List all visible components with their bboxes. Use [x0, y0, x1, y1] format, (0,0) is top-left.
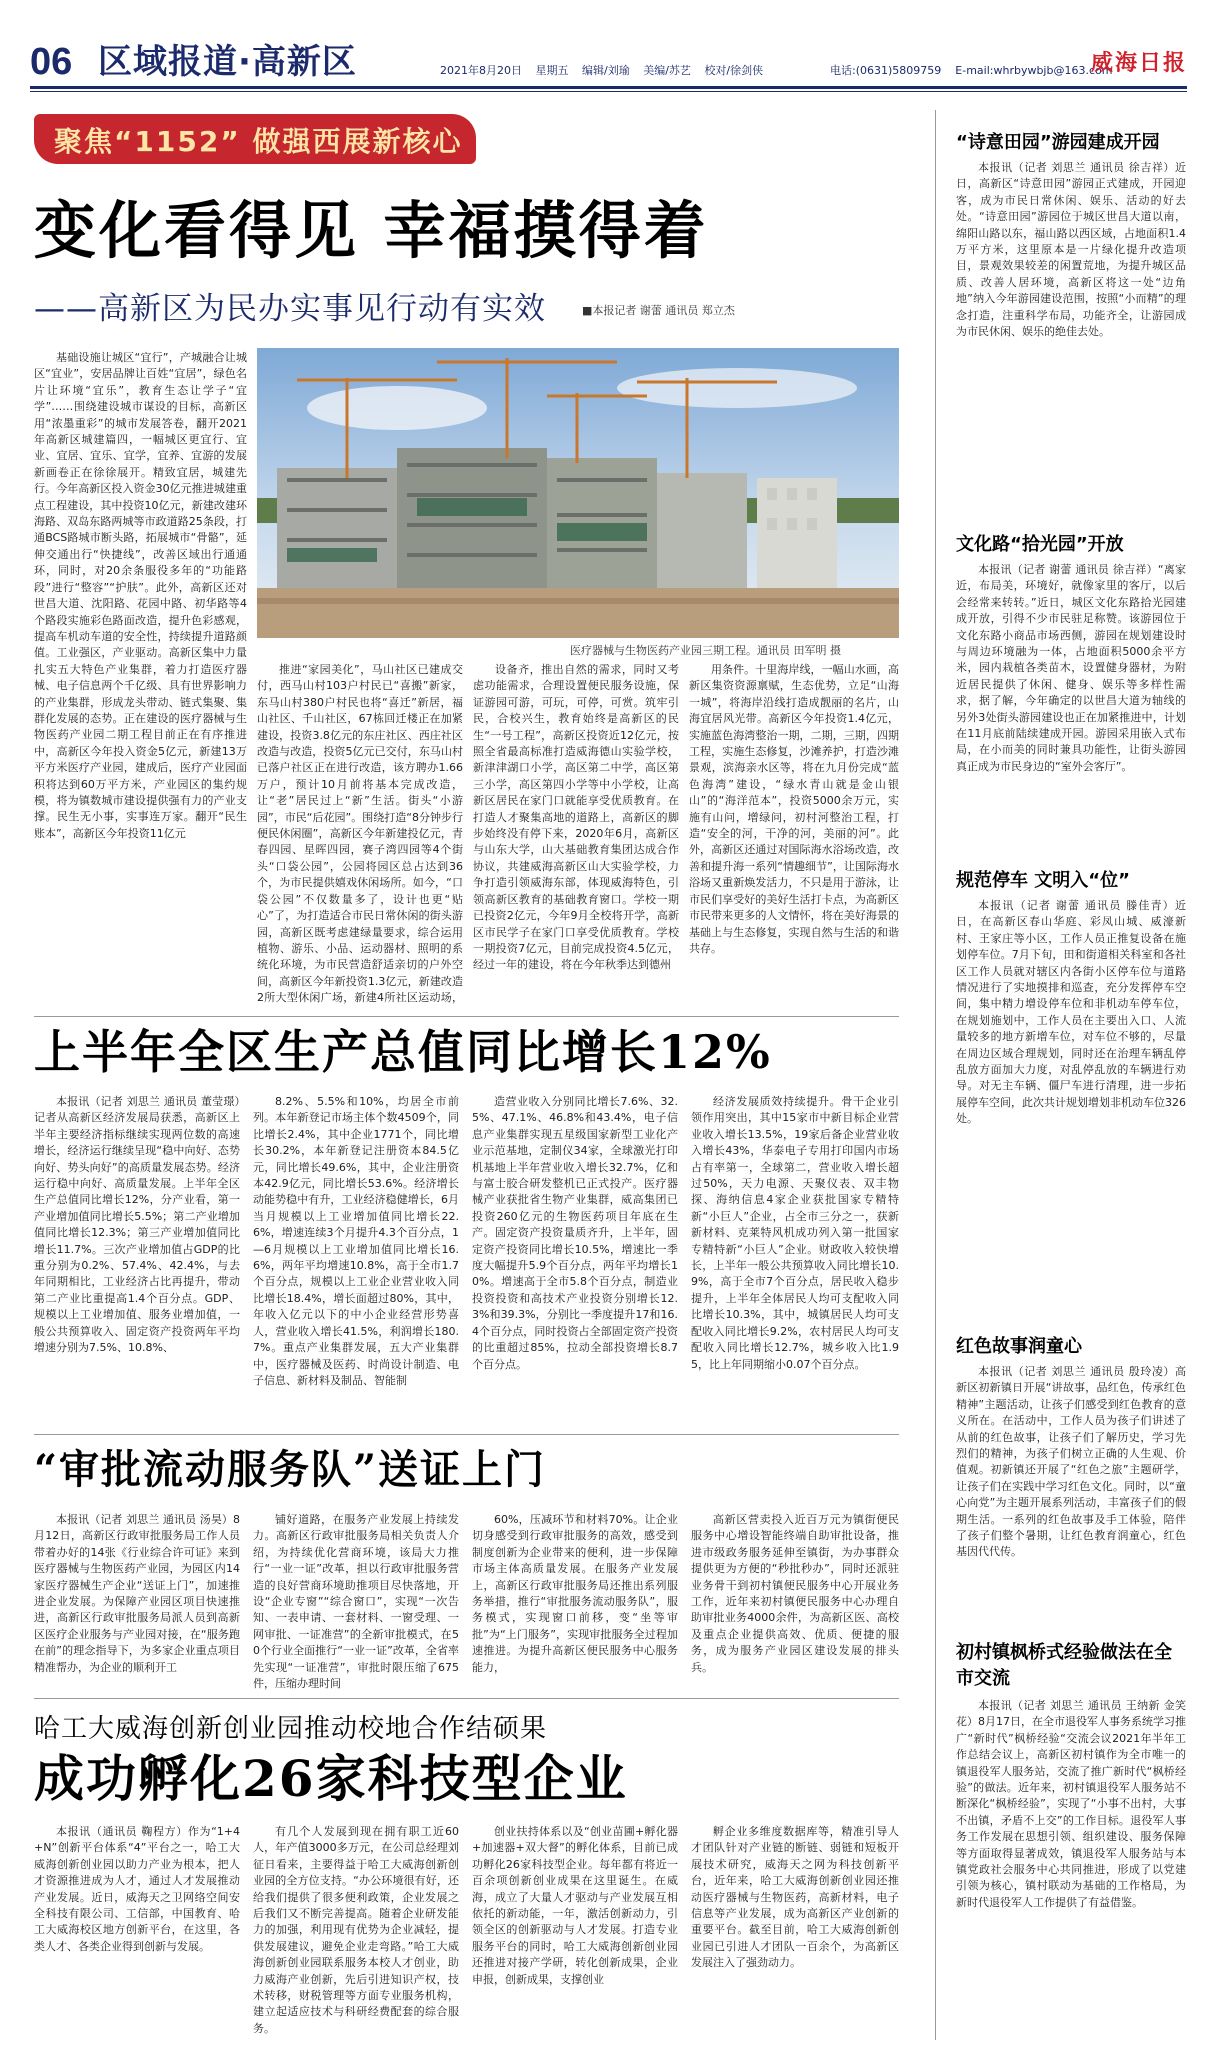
right-text-1: 本报讯（记者 刘思兰 通讯员 徐吉祥）近日，高新区“诗意田园”游园正式建成，开园迎客，成为市民日常休闲、娱乐、活动的好去处。“诗意田园”游园位于城区世昌大道以南，绵阳山路以东，福山路以西区域，占地面积1.4万平方米，这里原本是一片绿化提升改造项目，景观效果较差的闲置荒地，为提升城区品质、改善人居环境，高新区将这一处“边角地”纳入今年游园建设范围，按照“小而精”的理念打造，注重科学布局，功能齐全，让游园成为市民休闲、娱乐的绝佳去处。 [956, 161, 1186, 339]
approval-headline: “审批流动服务队”送证上门 [34, 1446, 547, 1493]
right-headline-5: 初村镇枫桥式经验做法在全市交流 [956, 1642, 1172, 1689]
masthead-rule [30, 86, 1187, 89]
right-headline-2: 文化路“拾光园”开放 [956, 534, 1124, 555]
photo-caption: 医疗器械与生物医药产业园三期工程。通讯员 田军明 摄 [570, 644, 841, 657]
lead-column-3: 设备齐，推出自然的需求，同时又考虑功能需求，合理设置便民服务设施，保证游园可游，可玩，可停，可赏。筑牢引民，合校兴生，教育始终是高新区的民生“一号工程”，高新区投资近12亿元，按照全省最高标准打造威海德山实验学校，新津津湖口小学，高区第二中学，高区第三小学，高区第四小学等中小学校，让高新区居民在家门口就能享受优质教育。在打造人才聚集高地的道路上，高新区的脚步始终没有停下来，2020年6月，高新区与山东大学，山大基础教育集团达成合作协议，共建威海高新区山大实验学校，力争打造引领威海东部，体现威海特色，引领高新区教育的基础教育窗口。学校一期已投资2亿元，今年9月全校将开学，高新区市民学子在家门口享受优质教育。学校一期投资7亿元，目前完成投资4.5亿元，经过一年的建设，将在今年秋季达到德州 [473, 663, 679, 972]
section-divider [34, 1698, 899, 1699]
masthead-rule-thin [30, 91, 1187, 92]
lead-headline: 变化看得见 幸福摸得着 [34, 194, 709, 267]
newspaper-logo: 威海日报 [1090, 50, 1187, 76]
incubator-headline: 成功孵化26家科技型企业 [34, 1749, 628, 1808]
topic-banner [34, 114, 476, 164]
gdp-column-1: 本报讯（记者 刘思兰 通讯员 董莹璟）记者从高新区经济发展局获悉，高新区上半年主要经济指标继续实现两位数的高速增长，经济运行继续呈现“稳中向好、态势向好、势头向好”的高质量发展态势。经济运行稳中向好、高质量发展。上半年全区生产总值同比增长12%，分产业看，第一产业增加值同比增长5.5%；第二产业增加值同比增长12.3%；第三产业增加值同比增长11.7%。三次产业增加值占GDP的比重分别为0.2%、57.4%、42.4%，与去年同期相比，工业经济占比再提升，带动第二产业比重提高1.4个百分点。GDP、规模以上工业增加值、服务业增加值，一般公共预算收入、固定资产投资两年平均增速分别为7.5%、10.8%、 [34, 1095, 240, 1355]
gdp-column-4: 经济发展质效持续提升。骨干企业引领作用突出，其中15家市中新目标企业营业收入增长13.5%，19家后备企业营业收入增长43%，华泰电子专用打印国内市场占有率第一，全球第二，营业收入增长超过50%，天力电源、天聚仪表、双丰物探、海纳信息4家企业获批国家专精特新“小巨人”企业，占全市三分之一，获新新材料、克莱特风机成功列入第一批国家专精特新“小巨人”企业。财政收入较快增长，上半年一般公共预算收入同比增长10.9%，高于全市7个百分点，居民收入稳步提升，上半年全体居民人均可支配收入同比增长10.3%，其中，城镇居民人均可支配收入同比增长9.2%，农村居民人均可支配收入同比增长12.7%，城乡收入比1.95，比上年同期缩小0.07个百分点。 [691, 1095, 899, 1371]
right-headline-1: “诗意田园”游园建成开园 [956, 132, 1160, 153]
section-title: 区域报道·高新区 [98, 42, 357, 82]
right-text-3: 本报讯（记者 谢蕾 通讯员 滕佳青）近日，在高新区春山华庭、彩凤山城、威濠新村、王家庄等小区，工作人员正推复设备在施划停车位。7月下旬，田和街道相关科室和各社区工作人员就对辖区内各街小区停车位与道路情况进行了实地摸排和巡查，充分发挥停车空间，集中精力增设停车位和非机动车停车位，在规划施划中，工作人员在主要出入口、人流量较多的地方新增车位，对车位不够的，尽量在周边区域合理规划，同时还在治理车辆乱停乱放方面加大力度，对乱停乱放的车辆进行劝导。对无主车辆、僵尸车进行清理，进一步拓展停车空间，此次共计规划增划非机动车位326处。 [956, 899, 1186, 1126]
lead-column-2: 推进“家园美化”，马山社区已建成交付，西马山村103户村民已“喜搬”新家，东马山村380户村民也将“喜迁”新居，福山社区、千山社区，67栋回迁楼正在加紧建设，投资3.8亿元的东庄社区、西庄社区改造与改造，投资5亿元已交付，东马山村已落户社区正在进行改造，该方聘办1.66万户，预计10月前将基本完成改造，让“老”居民过上“新”生活。街头“小游园”，市民“后花园”。围绕打造“8分钟步行便民休闲圈”，高新区今年新建投亿元，青春四园、星晖四园，赛子湾四园等4个街头“口袋公园”，公园将园区总占达到36个，为市民提供嬉戏休闲场所。如今，“口袋公园”不仅数量多了，设计也更“贴心”了，为打造适合市民日常休闲的街头游园，高新区既考虑建绿量要求，综合运用植物、游乐、小品、运动器材、照明的系统化环境，为市民营造舒适亲切的户外空间，高新区今年新投资1.3亿元，新建改造2所大型休闲广场，新建4所社区运动场， [257, 663, 463, 1004]
incubator-column-2: 有几个人发展到现在拥有职工近60人，年产值3000多万元，在公司总经理刘征日看来，主要得益于哈工大威海创新创业园的全方位支持。“办公环境很有好，还给我们提供了很多便利政策，企业发展之后我们又不断完善提高。随着企业研发能力的加强，利用现有优势为企业减轻，提供发展建议，避免企业走弯路。”哈工大威海创新创业园联系服务本校人才创业，助力威海产业创新，先后引进知识产权，技术转移，财税管理等方面专业服务机构，建立起适应技术与科研经费配套的综合服务。 [253, 1825, 459, 2035]
editor: 编辑/刘瑜 [582, 64, 630, 77]
construction-photo [257, 348, 899, 638]
approval-column-2: 铺好道路，在服务产业发展上持续发力。高新区行政审批服务局相关负责人介绍，为持续优化营商环境，该局大力推行“一业一证”改革，担以行政审批服务营造的良好营商环境助推项目尽快落地，开设“企业专窗”“综合窗口”，实现“一次告知、一表申请、一套材料、一窗受理、一网审批、一证准营”的全新审批模式，在50个行业全面推行“一业一证”改革，全省率先实现“一证准营”，审批时限压缩了675件，压缩办理时间 [253, 1513, 459, 1691]
issue-date: 2021年8月20日 [440, 64, 522, 77]
issue-weekday: 星期五 [535, 64, 569, 77]
banner-text: 聚焦“1152” 做强西展新核心 [54, 125, 463, 158]
gdp-column-3: 造营业收入分别同比增长7.6%、32.5%、47.1%、46.8%和43.4%，电子信息产业集群实现五星级国家新型工业化产业示范基地，定制仪34家，全球激光打印机基地上半年营业收入增长32.7%，亿和与富士胶合研发整机已正式投产。医疗器械产业获批省生物产业集群，威高集团已投资260亿元的生物医药项目年底在生产。固定资产投资量质齐升，上半年，固定资产投资同比增长10.5%，增速比一季度大幅提升5.9个百分点，两年平均增长10%。增速高于全市5.8个百分点，制造业投资投资和高技术产业投资分别增长12.3%和39.3%，分别比一季度提升17和16.4个百分点，同时投资占全部固定资产投资的比重超过85%，拉动全部投资增长8.7个百分点。 [472, 1095, 678, 1371]
incubator-column-1: 本报讯（通讯员 鞠程方）作为“1+4+N”创新平台体系“4”平台之一，哈工大威海创新创业园以助力产业为根本，把人才资源推进成为人才，通过人才发展推动产业发展。近日，威海天之卫网络空间安全科技有限公司、工信部，中国教育、哈工大威海校区地方创新平台，在这里，各类人才、各类企业得到创新与发展。 [34, 1825, 240, 1953]
gdp-headline: 上半年全区生产总值同比增长12% [34, 1025, 772, 1079]
incubator-column-3: 创业扶持体系以及“创业苗圃+孵化器+加速器+双大督”的孵化体系，目前已成功孵化26家科技型企业。每年都有将近一百余项创新创业成果在这里诞生。在威海，成立了大量人才驱动与产业发展互相依托的新动能，一年，激活创新动力，引领全区的创新驱动与人才发展。打造专业服务平台的同时，哈工大威海创新创业园还推进对接产学研，转化创新成果，企业申报，创新成果，支撑创业 [472, 1825, 678, 1986]
approval-column-1: 本报讯（记者 刘思兰 通讯员 汤昊）8月12日，高新区行政审批服务局工作人员带着办好的14张《行业综合许可证》来到医疗器械与生物医药产业园，为园区内14家医疗器械生产企业“送证上门”，加速推进企业发展。为保障产业园区项目快速推进，高新区行政审批服务局派人员到高新区医疗企业服务与产业园对接，在“服务跑在前”的理念指导下，为多家企业重点项目精准帮办，为企业的顺利开工 [34, 1513, 240, 1674]
right-headline-3: 规范停车 文明入“位” [956, 870, 1130, 891]
right-text-4: 本报讯（记者 刘思兰 通讯员 殷玲凌）高新区初新镇日开展“讲故事，品红色，传承红色精神”主题活动，让孩子们感受到红色教育的意义所在。在活动中，工作人员为孩子们讲述了从前的红色故事，让孩子们了解历史，学习先烈们的精神，为孩子们树立正确的人生观、价值观。初新镇还开展了“红色之旅”主题研学，让孩子们在实践中学习红色文化。同时，以“童心向党”为主题开展系列活动，丰富孩子们的假期生活。一系列的红色故事及手工体验，陪伴了孩子们整个暑期，让红色教育润童心，红色基因代代传。 [956, 1365, 1186, 1559]
right-headline-4: 红色故事润童心 [956, 1336, 1082, 1357]
section-divider [34, 1016, 899, 1017]
right-text-2: 本报讯（记者 谢蕾 通讯员 徐吉祥）“离家近，布局美，环境好，就像家里的客厅，以后会经常来转转。”近日，城区文化东路拾光园建成开放，引得不少市民驻足称赞。该游园位于文化东路小商品市场西侧，游园在规划建设时与周边环境融为一体，占地面积5000余平方米，园内栽植各类苗木，设置健身器材，为附近居民提供了休闲、健身、娱乐等多样性需求，据了解，今年确定的以世昌大道为轴线的另外3处街头游园建设也正在加紧推进中，计划在11月底前陆续建成开园。游园采用嵌入式布局，在小而美的同时兼具功能性，让街头游园真正成为市民身边的“室外会客厅”。 [956, 563, 1186, 773]
designer: 美编/苏艺 [643, 64, 691, 77]
phone: 电话:(0631)5809759 [830, 64, 942, 77]
lead-byline: ■本报记者 谢蕾 通讯员 郑立杰 [582, 304, 735, 317]
lead-column-1: 基础设施让城区“宜行”，产城融合让城区“宜业”，安居品牌让百姓“宜居”，绿色名片让环境“宜乐”，教育生态让学子“宜学”……围绕建设城市谋设的目标，高新区用“浓墨重彩”的城市发展答卷，翻开2021年高新区城建篇四，一幅城区更宜行、宜业、宜居、宜乐、宜学，宜养、宜游的发展新画卷正在徐徐展开。精致宜居，城建先行。今年高新区投入资金30亿元推进城建重点工程建设，其中投资10亿元，新建改建环海路、双岛东路两城等市政道路25条段，打通BCS路城市断头路，拓展城市“骨骼”，延伸交通出行“快捷线”，改善区域出行通通环，同时，对20余条服役多年的“功能路段”进行“整容”“护肤”。此外，高新区还对世昌大道、沈阳路、花园中路、初华路等4个路段实施彩色路面改造，提升色彩感观，提高车机动车道的安全性，持续提升道路颜值。工业强区，产业驱动。高新区集中力量扎实五大特色产业集群，着力打造医疗器械、电子信息两个千亿级、具有世界影响力的产业集群，形成龙头带动、链式集聚、集群化发展的态势。正在建设的医疗器械与生物医药产业园二期工程目前正在有序推进中，高新区今年投入资金5亿元，新建13万平方米医疗产业园，建成后，医疗产业园面积将达到60万平方米，产业园区的集约规模，将为镇数城市建设提供强有力的产业支撑。民生无小事，实事连万家。翻开“民生账本”，高新区今年投资11亿元 [34, 351, 247, 840]
section-divider [34, 1434, 899, 1435]
proofreader: 校对/徐剑侠 [704, 64, 764, 77]
gdp-column-2: 8.2%、5.5%和10%，均居全市前列。本年新登记市场主体个数4509个，同比增长2.4%，其中企业1771个，同比增长30.2%，本年新登记注册资本84.5亿元，同比增长49.6%，其中，企业注册资本42.9亿元，同比增长53.6%。经济增长动能势稳中有升，工业经济稳健增长，6月当月规模以上工业增加值同比增长22.6%，增速连续3个月提升4.3个百分点，1—6月规模以上工业增加值同比增长16.6%，两年平均增速10.8%，高于全市1.7个百分点，规模以上工业企业营业收入同比增长18.4%，增长面超过80%，其中，年收入亿元以下的中小企业经营形势喜人，营业收入增长41.5%，利润增长180.7%。重点产业集群发展，五大产业集群中，医疗器械及医药、时尚设计制造、电子信息、新材料及制品、智能制 [253, 1095, 459, 1387]
issue-info [440, 62, 773, 78]
right-text-5: 本报讯（记者 刘思兰 通讯员 王纳新 金笑花）8月17日，在全市退役军人事务系统学习推广“新时代”枫桥经验“交流会议2021年半年工作总结会议上，高新区初村镇作为全市唯一的镇退役军人服务站，交流了推广新时代“枫桥经验”的做法。近年来，初村镇退役军人服务站不断深化“枫桥经验”，实现了“小事不出村，大事不出镇，矛盾不上交”的工作目标。退役军人事务工作发展在思想引领、组织建设、服务保障等方面取得显著成效，镇退役军人服务站与本镇党政社会服务中心共同推进，形成了以党建引领为核心，镇村联动为基础的工作格局，为新时代退役军人工作提供了有益借鉴。 [956, 1699, 1186, 1909]
masthead [30, 40, 1187, 84]
contact-info [830, 62, 1112, 78]
lead-column-4: 用条件。十里海岸线，一幅山水画，高新区集资资源禀赋，生态优势，立足“山海一城”，将海岸沿线打造成靓丽的名片，山海宜居风光带。高新区今年投资1.4亿元，实施蓝色海湾整治一期，二期，三期，四期工程，实施生态修复，沙滩养护，打造沙滩景观，滨海亲水区等，将在九月份完成“蓝色海湾”建设，“绿水青山就是金山银山”的“海洋范本”，投资5000余万元，实施有山问，增绿问，初村河整治工程，打造“安全的河，干净的河，美丽的河”。此外，高新区还通过对国际海水浴场改造，改善和提升海一系列“情趣细节”，让国际海水浴场又重新焕发活力，不只是用于游泳，让市民们享受好的美好生活打卡点，为高新区市民带来更多的人文情怀，将在美好海景的基础上与生态修复，实现自然与生活的和谐共存。 [689, 663, 899, 955]
page-number: 06 [30, 41, 73, 83]
construction-site-image [257, 348, 899, 638]
email: E-mail:whrbywbjb@163.com [955, 64, 1113, 77]
approval-column-3: 60%，压减环节和材料70%。让企业切身感受到行政审批服务的高效，感受到制度创新为企业带来的便利，进一步保障市场主体高质量发展。在服务产业发展上，高新区行政审批服务局还推出系列服务举措，推行“审批服务流动服务队”，服务模式，实现窗口前移，变“坐等审批”为“上门服务”，实现审批服务全过程加速推进。为提升高新区便民服务中心服务能力， [472, 1513, 678, 1674]
column-divider [935, 110, 936, 2040]
incubator-column-4: 孵企业多维度数据库等，精准引导人才团队针对产业链的断链、弱链和短板开展技术研究，威海天之网为科技创新平台，近年来，哈工大威海创新创业园还推动医疗器械与生物医药，高新材料，电子信息等产业发展，成为高新区产业创新的重要平台。截至目前，哈工大威海创新创业园已引进人才团队一百余个，为高新区发展注入了强劲动力。 [691, 1825, 899, 1970]
approval-column-4: 高新区营卖投入近百万元为镇街便民服务中心增设智能终端自助审批设备，推进市级政务服务延伸至镇街，为办事群众提供更为方便的“秒批秒办”，同时还派驻业务骨干到初村镇便民服务中心开展业务工作，近年来初村镇便民服务中心办理自助审批业务4000余件，为高新区医、高校及重点企业提供高效、优质、便捷的服务，成为服务产业园区建设发展的排头兵。 [691, 1513, 899, 1674]
lead-subheadline: ——高新区为民办实事见行动有实效 [34, 291, 546, 327]
incubator-kicker: 哈工大威海创新创业园推动校地合作结硕果 [34, 1714, 548, 1744]
